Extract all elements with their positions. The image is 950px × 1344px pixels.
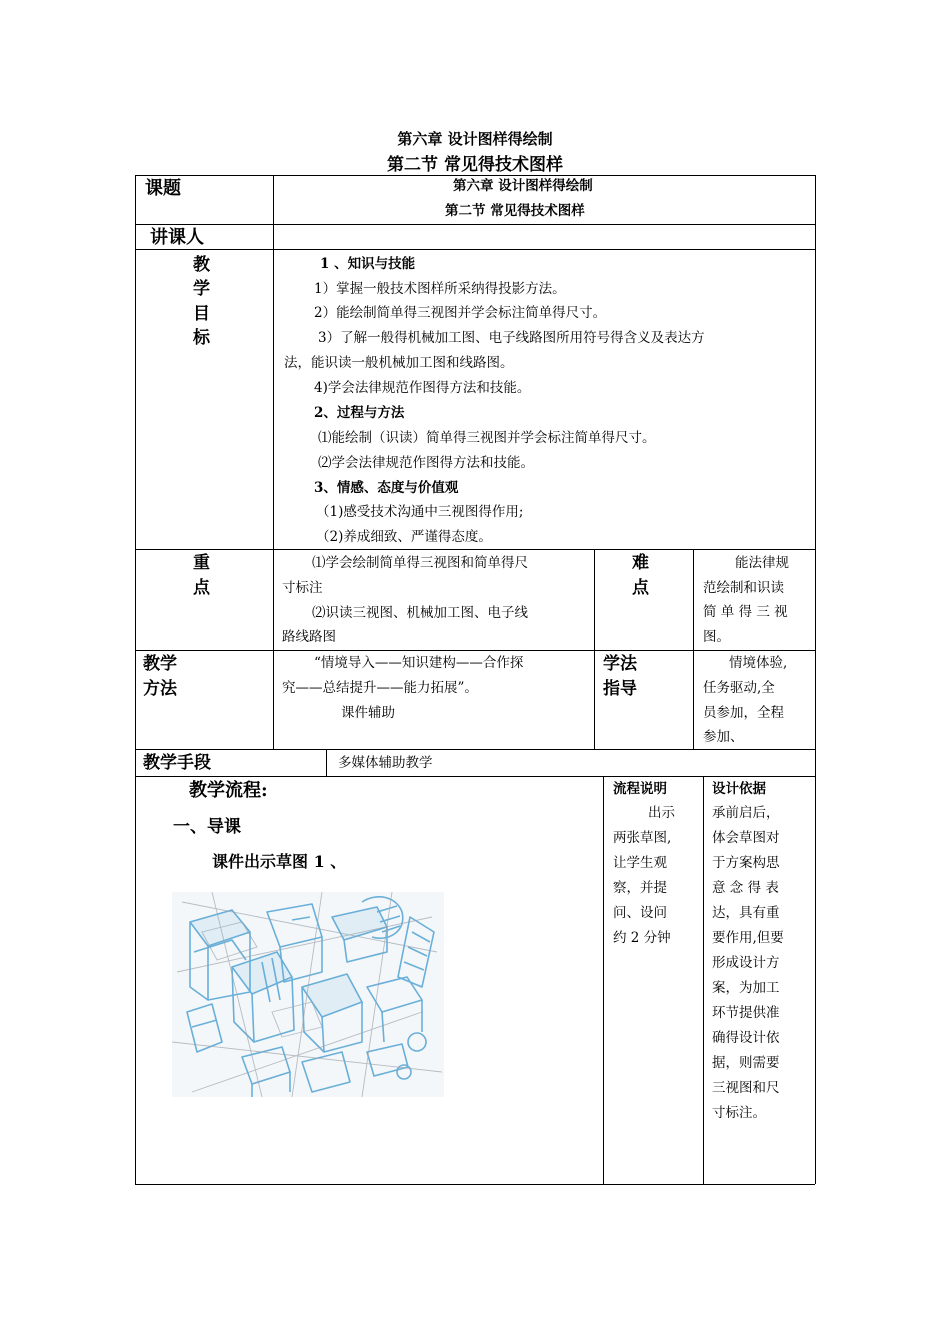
study-guide-label-2: 指导 <box>603 679 637 699</box>
method-label-1: 教学 <box>143 654 177 674</box>
objective-item: 3）了解一般得机械加工图、电子线路图所用符号得含义及表达方 <box>318 330 705 346</box>
flow-note-line: 约 2 分钟 <box>613 930 671 946</box>
objectives-label-4: 标 <box>193 328 210 348</box>
flow-title: 教学流程: <box>189 780 268 801</box>
difficulty-line: 能法律规 <box>735 555 789 571</box>
method-line: “情境导入——知识建构——合作探 <box>314 655 524 671</box>
key-points-label-2: 点 <box>193 578 210 598</box>
objective-heading-emotion: 3、情感、态度与价值观 <box>314 480 459 496</box>
objectives-label-2: 学 <box>193 279 210 299</box>
lecturer-label: 讲课人 <box>150 227 204 248</box>
study-guide-label-1: 学法 <box>603 654 637 674</box>
design-basis-line: 环节提供准 <box>712 1005 780 1021</box>
key-point-line: ⑴学会绘制简单得三视图和简单得尺 <box>312 555 528 571</box>
method-label-2: 方法 <box>143 679 177 699</box>
design-basis-header: 设计依据 <box>712 781 766 797</box>
flow-note-line: 两张草图, <box>613 830 672 846</box>
objective-item: 法，能识读一般机械加工图和线路图。 <box>284 355 514 371</box>
page-title-chapter: 第六章 设计图样得绘制 <box>397 130 553 148</box>
design-basis-line: 体会草图对 <box>712 830 780 846</box>
means-label: 教学手段 <box>143 753 211 773</box>
objective-heading-knowledge: 1 、知识与技能 <box>320 256 416 272</box>
study-guide-line: 情境体验, <box>729 655 788 671</box>
design-basis-line: 意 念 得 表 <box>712 880 779 896</box>
flow-note-line: 让学生观 <box>613 855 667 871</box>
design-basis-line: 寸标注。 <box>712 1105 766 1121</box>
key-point-line: ⑵识读三视图、机械加工图、电子线 <box>312 605 528 621</box>
design-basis-line: 于方案构思 <box>712 855 780 871</box>
difficulty-line: 范绘制和识读 <box>703 580 784 596</box>
objective-item: ⑴能绘制（识读）简单得三视图并学会标注简单得尺寸。 <box>318 430 656 446</box>
design-basis-line: 据，则需要 <box>712 1055 780 1071</box>
flow-section-text: 课件出示草图 1 、 <box>212 852 347 871</box>
design-basis-line: 三视图和尺 <box>712 1080 780 1096</box>
key-point-line: 寸标注 <box>282 580 323 596</box>
objective-item: （2)养成细致、严谨得态度。 <box>316 529 492 545</box>
difficulty-line: 图。 <box>703 629 730 645</box>
design-basis-line: 案，为加工 <box>712 980 780 996</box>
objective-heading-process: 2、过程与方法 <box>314 405 405 421</box>
difficulties-label-1: 难 <box>632 553 649 573</box>
objectives-label-3: 目 <box>193 304 210 324</box>
page-title-section: 第二节 常见得技术图样 <box>387 155 563 175</box>
design-basis-line: 形成设计方 <box>712 955 780 971</box>
topic-chapter: 第六章 设计图样得绘制 <box>453 178 593 194</box>
means-value: 多媒体辅助教学 <box>338 755 433 771</box>
flow-note-line: 察，并提 <box>613 880 667 896</box>
topic-label: 课题 <box>145 178 181 199</box>
design-basis-line: 要作用,但要 <box>712 930 784 946</box>
key-point-line: 路线路图 <box>282 629 336 645</box>
method-line: 课件辅助 <box>341 705 395 721</box>
objective-item: （1)感受技术沟通中三视图得作用; <box>316 504 524 520</box>
objective-item: ⑵学会法律规范作图得方法和技能。 <box>318 455 534 471</box>
key-points-label-1: 重 <box>193 553 210 573</box>
objectives-label-1: 教 <box>193 255 210 275</box>
study-guide-line: 参加、 <box>703 729 744 745</box>
difficulties-label-2: 点 <box>632 578 649 598</box>
difficulty-line: 简 单 得 三 视 <box>703 604 788 620</box>
objective-item: 4)学会法律规范作图得方法和技能。 <box>314 380 531 396</box>
topic-section: 第二节 常见得技术图样 <box>445 203 585 219</box>
objective-item: 2）能绘制简单得三视图并学会标注简单得尺寸。 <box>314 305 607 321</box>
chair-sketch-image <box>172 892 444 1097</box>
flow-note-header: 流程说明 <box>613 781 667 797</box>
flow-section-heading: 一、导课 <box>173 817 241 837</box>
objective-item: 1）掌握一般技术图样所采纳得投影方法。 <box>314 281 566 297</box>
study-guide-line: 任务驱动,全 <box>703 680 775 696</box>
method-line: 究——总结提升——能力拓展”。 <box>282 680 478 696</box>
design-basis-line: 确得设计依 <box>712 1030 780 1046</box>
flow-note-line: 出示 <box>648 805 675 821</box>
design-basis-line: 达，具有重 <box>712 905 780 921</box>
design-basis-line: 承前启后， <box>712 805 780 821</box>
study-guide-line: 员参加，全程 <box>703 705 784 721</box>
flow-note-line: 问、设问 <box>613 905 667 921</box>
